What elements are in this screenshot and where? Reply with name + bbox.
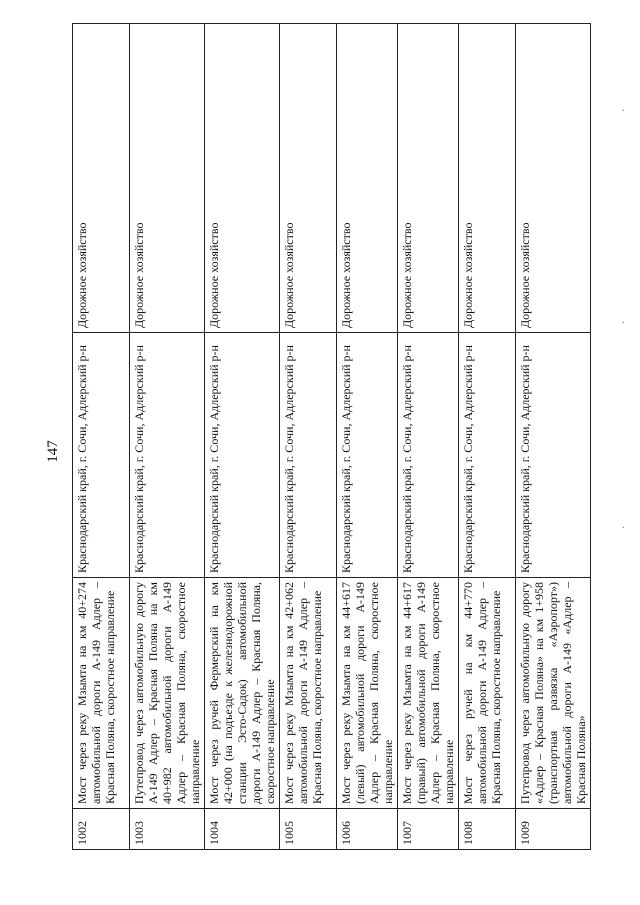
- object-category: Дорожное хозяйство: [280, 24, 337, 333]
- object-category: Дорожное хозяйство: [205, 24, 280, 333]
- object-location: Краснодарский край, г. Сочи, Адлерский р-н: [280, 333, 337, 578]
- margin-mark: .: [622, 103, 625, 114]
- rotated-page-content: [72, 60, 588, 850]
- object-category: Дорожное хозяйство: [130, 24, 205, 333]
- object-category: Дорожное хозяйство: [73, 24, 130, 333]
- table-row: [130, 24, 205, 850]
- row-number: 1007: [398, 809, 459, 850]
- object-location: Краснодарский край, г. Сочи, Адлерский р-н: [398, 333, 459, 578]
- row-number: 1005: [280, 809, 337, 850]
- object-name: Мост через ручей Фермерский на км 42+000 (на подъезде к железнодорожной станции Эсто-Садок) автомобильной дороги А-149 Адлер – Красная Поляна, скоростное направление: [205, 578, 280, 809]
- table-row: [516, 24, 591, 850]
- object-name: Путепровод через автомобильную дорогу «Адлер – Красная Поляна» на км 1+958 (транспортная развязка «Аэропорт») автомобильной дороги А-149 «Адлер – Красная Поляна»: [516, 578, 591, 809]
- object-location: Краснодарский край, г. Сочи, Адлерский р-н: [337, 333, 398, 578]
- registry-table: [72, 23, 591, 850]
- object-name: Мост через реку Мзымта на км 44+617 (правый) автомобильной дороги А-149 Адлер – Красная Поляна, скоростное направление: [398, 578, 459, 809]
- object-name: Мост через реку Мзымта на км 44+617 (левый) автомобильной дороги А-149 Адлер – Красная Поляна, скоростное направление: [337, 578, 398, 809]
- object-name: Путепровод через автомобильную дорогу А-149 Адлер – Красная Поляна на км 40+982 автомобильной дороги А-149 Адлер – Красная Поляна, скоростное направление: [130, 578, 205, 809]
- object-category: Дорожное хозяйство: [459, 24, 516, 333]
- object-location: Краснодарский край, г. Сочи, Адлерский р-н: [516, 333, 591, 578]
- page-number: 147: [44, 440, 61, 463]
- table-row: [459, 24, 516, 850]
- row-number: 1008: [459, 809, 516, 850]
- object-category: Дорожное хозяйство: [398, 24, 459, 333]
- object-category: Дорожное хозяйство: [337, 24, 398, 333]
- object-location: Краснодарский край, г. Сочи, Адлерский р-н: [459, 333, 516, 578]
- table-row: [398, 24, 459, 850]
- row-number: 1004: [205, 809, 280, 850]
- table-row: [337, 24, 398, 850]
- table-row: [280, 24, 337, 850]
- row-number: 1002: [73, 809, 130, 850]
- row-number: 1009: [516, 809, 591, 850]
- margin-mark: .: [622, 315, 625, 326]
- registry-table-container: [72, 60, 588, 850]
- row-number: 1006: [337, 809, 398, 850]
- object-name: Мост через реку Мзымта на км 42+062 автомобильной дороги А-149 Адлер – Красная Поляна, скоростное направление: [280, 578, 337, 809]
- object-location: Краснодарский край, г. Сочи, Адлерский р-н: [130, 333, 205, 578]
- table-row: [73, 24, 130, 850]
- row-number: 1003: [130, 809, 205, 850]
- margin-mark: .: [622, 520, 625, 531]
- object-name: Мост через ручей на км 44+770 автомобильной дороги А-149 Адлер – Красная Поляна, скоростное направление: [459, 578, 516, 809]
- object-location: Краснодарский край, г. Сочи, Адлерский р-н: [205, 333, 280, 578]
- table-row: [205, 24, 280, 850]
- object-category: Дорожное хозяйство: [516, 24, 591, 333]
- object-name: Мост через реку Мзымта на км 40+274 автомобильной дороги А-149 Адлер – Красная Поляна, скоростное направление: [73, 578, 130, 809]
- object-location: Краснодарский край, г. Сочи, Адлерский р-н: [73, 333, 130, 578]
